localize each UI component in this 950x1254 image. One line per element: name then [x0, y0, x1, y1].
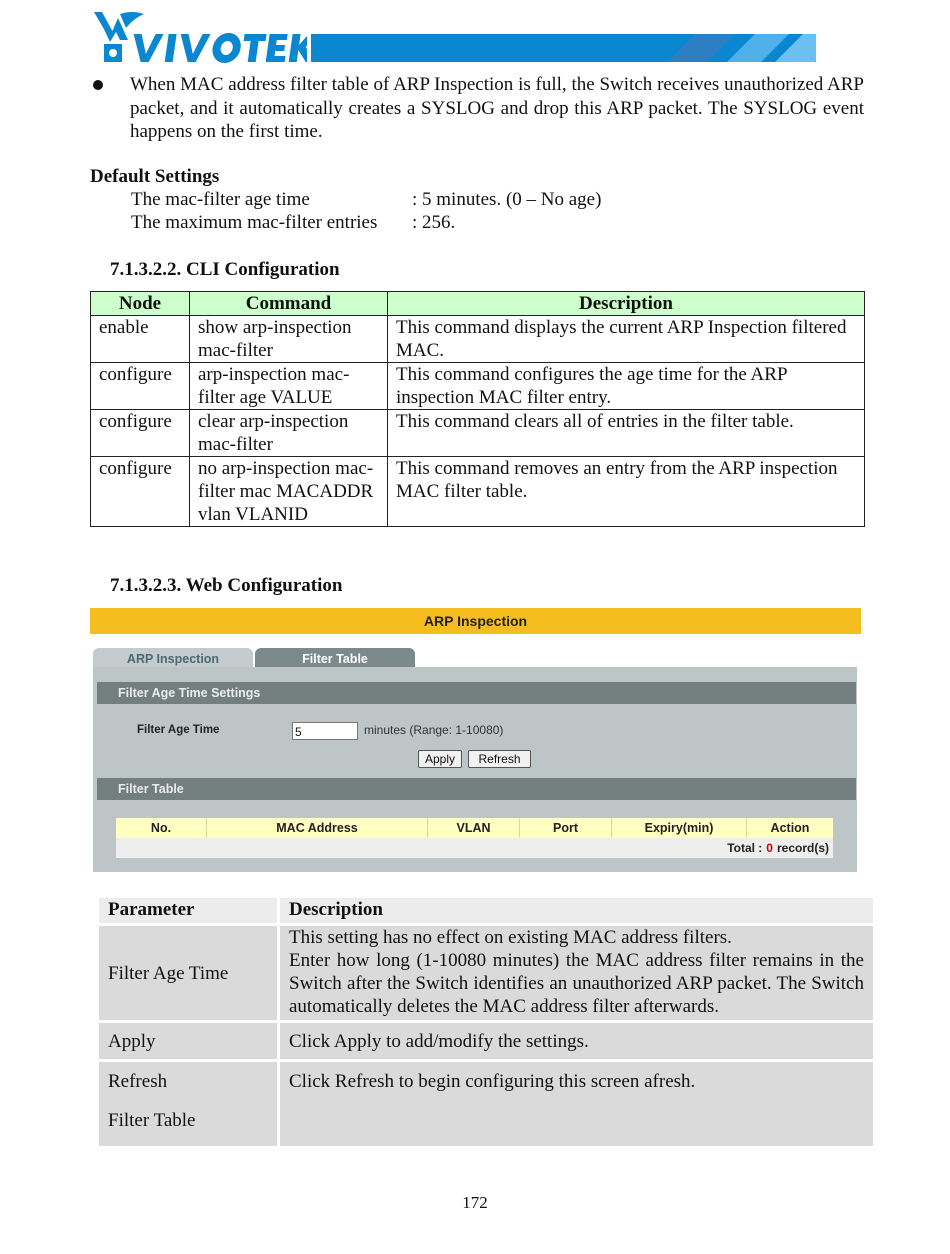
apply-button[interactable]: Apply — [418, 750, 462, 768]
web-section-heading: 7.1.3.2.3. Web Configuration — [110, 575, 343, 596]
table-row — [99, 1020, 873, 1059]
total-suffix: record(s) — [776, 841, 829, 855]
description-line: This setting has no effect on existing MAC address filters. — [289, 927, 732, 948]
column-header: VLAN — [428, 818, 520, 838]
description-line: Enter how long (1-10080 minutes) the MAC address filter remains in the Switch after the Switch identifies an unauthorized ARP packet. The Switch automatically deletes the MAC address filter afterwards. — [289, 950, 864, 1017]
parameter-name: Filter Age Time — [99, 923, 280, 1020]
column-header: Port — [520, 818, 612, 838]
age-settings-title: Filter Age Time Settings — [118, 686, 261, 700]
description-cell: This command removes an entry from the ARP inspection MAC filter table. — [388, 457, 865, 527]
description-cell: This command configures the age time for the ARP inspection MAC filter entry. — [388, 363, 865, 410]
filter-age-time-input[interactable]: 5 — [292, 722, 358, 740]
column-header: Expiry(min) — [612, 818, 747, 838]
default-setting-key: The mac-filter age time — [131, 189, 310, 210]
default-setting-row — [131, 189, 601, 211]
page-number: 172 — [462, 1193, 488, 1212]
page-title: ARP Inspection — [90, 608, 861, 634]
age-settings-bar — [97, 682, 856, 704]
vivotek-logo — [92, 10, 307, 64]
parameter-name: Apply — [99, 1020, 280, 1059]
node-cell: configure — [91, 410, 190, 457]
column-header: MAC Address — [207, 818, 428, 838]
default-setting-value: : 256. — [412, 212, 456, 233]
table-row — [91, 316, 865, 363]
column-header: Action — [770, 821, 810, 835]
column-header: Parameter — [99, 898, 280, 923]
parameter-name-cell — [99, 1059, 280, 1146]
web-config-screenshot — [90, 608, 861, 873]
command-cell: show arp-inspection mac-filter — [190, 316, 388, 363]
table-row — [91, 457, 865, 527]
column-header: Command — [190, 292, 388, 316]
filter-table-header — [116, 818, 833, 838]
total-label: Total : — [727, 841, 763, 855]
command-cell: arp-inspection mac-filter age VALUE — [190, 363, 388, 410]
node-cell: configure — [91, 363, 190, 410]
default-setting-row — [131, 212, 455, 234]
refresh-button[interactable]: Refresh — [468, 750, 531, 768]
table-row — [91, 363, 865, 410]
filter-panel — [93, 667, 857, 872]
tab-filter-table[interactable]: Filter Table — [255, 648, 415, 670]
command-cell: clear arp-inspection mac-filter — [190, 410, 388, 457]
description-cell: This command clears all of entries in the filter table. — [388, 410, 865, 457]
total-count: 0 — [766, 841, 773, 855]
parameter-name: Filter Table — [108, 1110, 196, 1131]
parameter-description: Click Apply to add/modify the settings. — [280, 1020, 873, 1059]
default-setting-value: : 5 minutes. (0 – No age) — [412, 189, 602, 210]
parameter-table — [99, 898, 873, 1146]
header-banner — [311, 34, 816, 62]
parameter-description: Click Refresh to begin configuring this screen afresh. — [280, 1059, 873, 1146]
filter-age-time-label: Filter Age Time — [137, 724, 220, 736]
filter-age-time-hint: minutes (Range: 1-10080) — [364, 723, 504, 737]
command-cell: no arp-inspection mac-filter mac MACADDR vlan VLANID — [190, 457, 388, 527]
filter-table-total — [116, 838, 833, 858]
node-cell: configure — [91, 457, 190, 527]
table-row — [99, 923, 873, 1020]
filter-table-bar — [97, 778, 856, 800]
filter-table-title: Filter Table — [118, 782, 184, 796]
column-header: Node — [91, 292, 190, 316]
column-header: No. — [116, 818, 207, 838]
bullet-text: When MAC address filter table of ARP Inspection is full, the Switch receives unauthorized ARP packet, and it automatically creates a SYSLOG and drop this ARP packet. The SYSLOG event happens on the first time. — [130, 74, 864, 142]
node-cell: enable — [91, 316, 190, 363]
column-header: Description — [280, 898, 873, 923]
arp-full-note — [90, 73, 864, 144]
parameter-name: Refresh — [108, 1071, 168, 1092]
tab-arp-inspection[interactable]: ARP Inspection — [93, 648, 253, 670]
table-row — [91, 410, 865, 457]
table-row — [99, 1059, 873, 1146]
cli-section-heading: 7.1.3.2.2. CLI Configuration — [110, 259, 340, 280]
parameter-description — [280, 923, 873, 1020]
default-setting-key: The maximum mac-filter entries — [131, 212, 378, 233]
default-settings-title: Default Settings — [90, 166, 220, 187]
description-cell: This command displays the current ARP Inspection filtered MAC. — [388, 316, 865, 363]
bullet-icon — [93, 80, 103, 90]
cli-command-table — [90, 291, 865, 527]
column-header: Description — [388, 292, 865, 316]
